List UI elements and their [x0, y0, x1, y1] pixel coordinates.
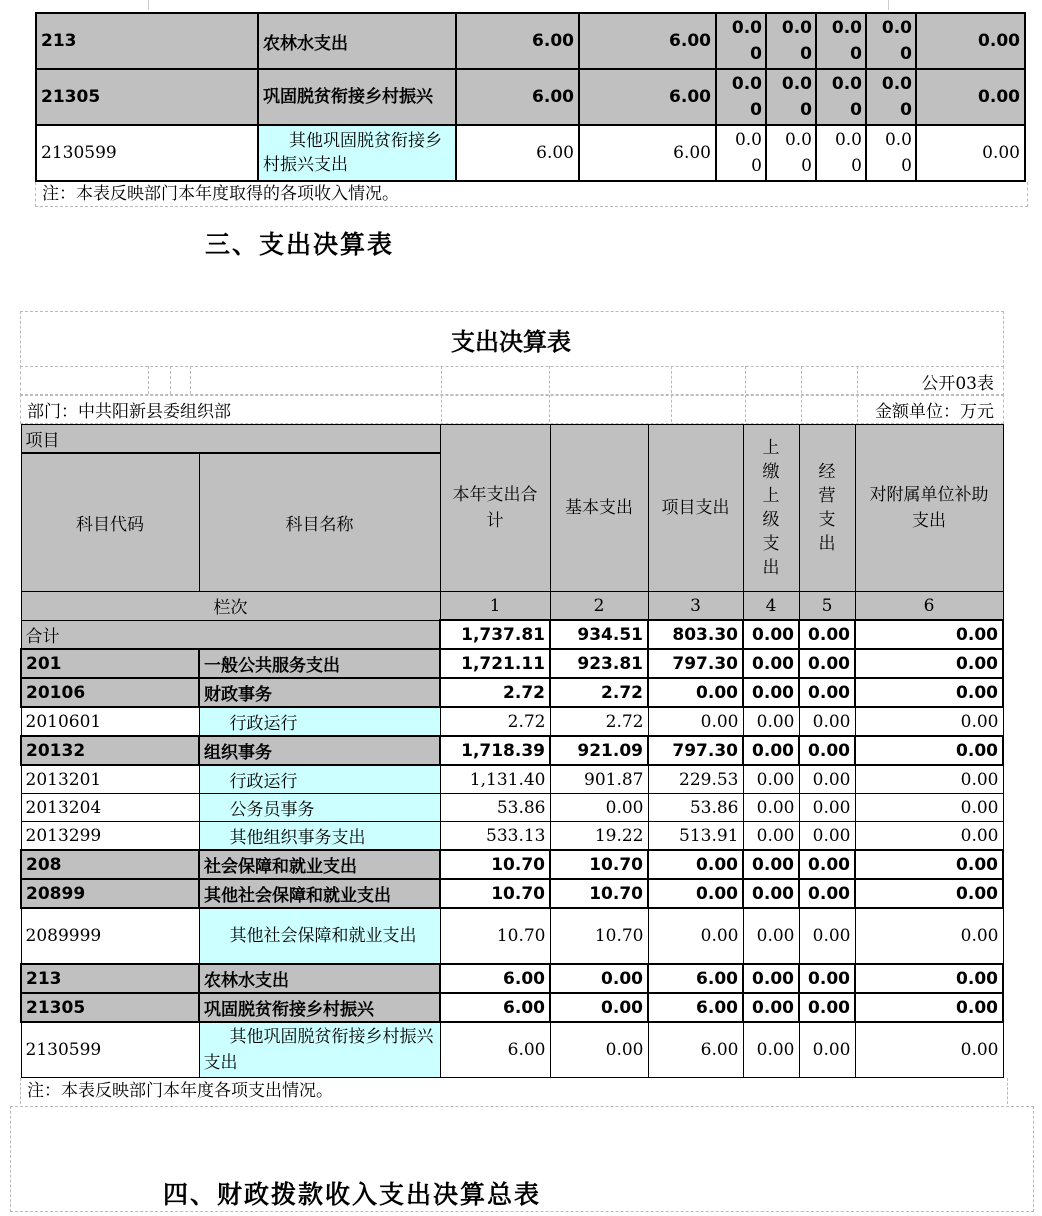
value-cell: 0.00	[855, 964, 1003, 993]
value-cell: 0.00	[648, 879, 743, 908]
value-cell: 0.00	[550, 993, 648, 1022]
value-cell: 0.00	[743, 736, 799, 765]
value-cell: 0.0 0	[816, 13, 866, 69]
table-row	[36, 125, 1025, 181]
total-label: 合计	[21, 620, 440, 649]
value-cell: 2.72	[550, 678, 648, 707]
name-cell: 组织事务	[199, 736, 440, 765]
grid-line	[549, 366, 551, 422]
value-cell: 6.00	[579, 69, 716, 125]
value-cell: 0.00	[648, 850, 743, 879]
name-cell: 行政运行	[199, 765, 440, 794]
value-cell: 6.00	[648, 993, 743, 1022]
value-cell: 0.00	[855, 765, 1003, 794]
value-cell: 0.00	[855, 993, 1003, 1022]
header-business: 经营支出	[799, 425, 855, 592]
table-row	[21, 1022, 1003, 1078]
header-basic: 基本支出	[550, 425, 648, 592]
value-cell: 921.09	[550, 736, 648, 765]
section-title: 三、支出决算表	[205, 230, 395, 259]
code-cell: 208	[21, 850, 199, 879]
grid-line	[888, 0, 889, 10]
name-cell: 其他组织事务支出	[199, 822, 440, 851]
table-row	[36, 13, 1025, 69]
name-cell: 财政事务	[199, 678, 440, 707]
grid-line	[148, 0, 149, 10]
column-no: 4	[743, 592, 799, 621]
header-total: 本年支出合计	[440, 425, 550, 592]
value-cell: 0.0 0	[766, 69, 816, 125]
value-cell: 0.0 0	[716, 125, 766, 181]
value-cell: 0.00	[916, 13, 1025, 69]
table-row	[21, 765, 1003, 794]
table-row	[21, 736, 1003, 765]
table-row	[21, 879, 1003, 908]
value-cell: 0.00	[855, 620, 1003, 649]
header-code: 科目代码	[21, 453, 199, 592]
name-cell: 其他巩固脱贫衔接乡村振兴支出	[258, 125, 456, 181]
value-cell: 0.00	[855, 736, 1003, 765]
table-title: 支出决算表	[451, 328, 571, 356]
value-cell: 0.00	[855, 678, 1003, 707]
code-cell: 2010601	[21, 707, 199, 736]
name-cell: 其他社会保障和就业支出	[199, 879, 440, 908]
column-number-row	[21, 592, 1003, 621]
value-cell: 0.00	[743, 993, 799, 1022]
value-cell: 0.00	[799, 964, 855, 993]
code-cell: 2130599	[36, 125, 258, 181]
value-cell: 0.00	[743, 620, 799, 649]
value-cell: 0.00	[799, 993, 855, 1022]
code-cell: 20132	[21, 736, 199, 765]
value-cell: 10.70	[550, 850, 648, 879]
value-cell: 0.00	[743, 908, 799, 964]
table-note: 注：本表反映部门本年度取得的各项收入情况。	[35, 182, 1028, 207]
value-cell: 0.00	[855, 649, 1003, 678]
value-cell: 0.00	[743, 850, 799, 879]
value-cell: 0.00	[855, 1022, 1003, 1078]
value-cell: 0.00	[743, 649, 799, 678]
value-cell: 0.0 0	[866, 125, 916, 181]
code-cell: 2013204	[21, 794, 199, 822]
department-label: 部门：中共阳新县委组织部	[27, 402, 231, 422]
value-cell: 6.00	[579, 125, 716, 181]
value-cell: 10.70	[440, 908, 550, 964]
value-cell: 0.0 0	[716, 69, 766, 125]
value-cell: 2.72	[440, 678, 550, 707]
value-cell: 6.00	[456, 125, 579, 181]
column-no: 5	[799, 592, 855, 621]
value-cell: 0.00	[648, 908, 743, 964]
value-cell: 6.00	[456, 13, 579, 69]
value-cell: 0.0 0	[766, 125, 816, 181]
column-no: 2	[550, 592, 648, 621]
name-cell: 巩固脱贫衔接乡村振兴	[258, 69, 456, 125]
value-cell: 10.70	[550, 908, 648, 964]
column-no-label: 栏次	[21, 592, 440, 621]
value-cell: 0.00	[799, 736, 855, 765]
value-cell: 797.30	[648, 649, 743, 678]
value-cell: 0.00	[799, 620, 855, 649]
value-cell: 901.87	[550, 765, 648, 794]
table-note: 注：本表反映部门本年度各项支出情况。	[20, 1078, 1008, 1104]
table-row	[36, 69, 1025, 125]
value-cell: 0.00	[799, 879, 855, 908]
table-row	[21, 908, 1003, 964]
grid-line	[148, 366, 150, 394]
code-cell: 2013299	[21, 822, 199, 851]
value-cell: 0.00	[743, 1022, 799, 1078]
value-cell: 0.00	[550, 1022, 648, 1078]
header-item: 项目	[21, 425, 440, 454]
value-cell: 6.00	[648, 1022, 743, 1078]
table-row	[21, 993, 1003, 1022]
income-table-tail	[35, 12, 1026, 182]
value-cell: 0.0 0	[816, 125, 866, 181]
value-cell: 1,131.40	[440, 765, 550, 794]
value-cell: 0.00	[648, 707, 743, 736]
value-cell: 10.70	[550, 879, 648, 908]
value-cell: 53.86	[440, 794, 550, 822]
grid-line	[801, 366, 803, 422]
value-cell: 0.00	[799, 850, 855, 879]
value-cell: 0.0 0	[866, 13, 916, 69]
value-cell: 0.00	[743, 964, 799, 993]
value-cell: 0.00	[799, 765, 855, 794]
code-cell: 21305	[36, 69, 258, 125]
code-cell: 213	[21, 964, 199, 993]
name-cell: 其他社会保障和就业支出	[199, 908, 440, 964]
section-title: 四、财政拨款收入支出决算总表	[163, 1180, 542, 1209]
value-cell: 0.00	[799, 794, 855, 822]
header-project: 项目支出	[648, 425, 743, 592]
value-cell: 2.72	[550, 707, 648, 736]
grid-line	[190, 366, 192, 394]
value-cell: 0.00	[799, 678, 855, 707]
name-cell: 公务员事务	[199, 794, 440, 822]
name-cell: 农林水支出	[258, 13, 456, 69]
value-cell: 0.00	[855, 794, 1003, 822]
header-name: 科目名称	[199, 453, 440, 592]
table-row	[21, 850, 1003, 879]
header-subsidy: 对附属单位补助支出	[855, 425, 1003, 592]
value-cell: 0.00	[799, 649, 855, 678]
value-cell: 0.00	[855, 908, 1003, 964]
value-cell: 0.00	[855, 822, 1003, 851]
value-cell: 0.00	[743, 678, 799, 707]
value-cell: 10.70	[440, 879, 550, 908]
value-cell: 1,737.81	[440, 620, 550, 649]
value-cell: 0.00	[916, 125, 1025, 181]
code-cell: 21305	[21, 993, 199, 1022]
code-cell: 201	[21, 649, 199, 678]
code-cell: 2130599	[21, 1022, 199, 1078]
table-row	[21, 964, 1003, 993]
value-cell: 0.00	[743, 765, 799, 794]
value-cell: 2.72	[440, 707, 550, 736]
name-cell: 一般公共服务支出	[199, 649, 440, 678]
value-cell: 0.00	[743, 879, 799, 908]
table-row	[21, 649, 1003, 678]
table-row	[21, 707, 1003, 736]
value-cell: 0.00	[916, 69, 1025, 125]
name-cell: 社会保障和就业支出	[199, 850, 440, 879]
value-cell: 0.00	[743, 707, 799, 736]
code-cell: 2089999	[21, 908, 199, 964]
value-cell: 0.0 0	[816, 69, 866, 125]
name-cell: 农林水支出	[199, 964, 440, 993]
value-cell: 6.00	[648, 964, 743, 993]
expense-table	[20, 424, 1004, 1078]
value-cell: 923.81	[550, 649, 648, 678]
code-cell: 2013201	[21, 765, 199, 794]
value-cell: 19.22	[550, 822, 648, 851]
grid-line	[745, 366, 747, 422]
code-cell: 20106	[21, 678, 199, 707]
value-cell: 0.00	[855, 850, 1003, 879]
value-cell: 0.0 0	[866, 69, 916, 125]
value-cell: 934.51	[550, 620, 648, 649]
value-cell: 0.00	[550, 964, 648, 993]
header-upper: 上缴上级支出	[743, 425, 799, 592]
column-no: 3	[648, 592, 743, 621]
value-cell: 1,718.39	[440, 736, 550, 765]
table-row	[21, 794, 1003, 822]
value-cell: 0.00	[743, 822, 799, 851]
value-cell: 6.00	[456, 69, 579, 125]
value-cell: 513.91	[648, 822, 743, 851]
total-row	[21, 620, 1003, 649]
unit-label: 金额单位：万元	[875, 402, 994, 422]
table-row	[21, 678, 1003, 707]
name-cell: 行政运行	[199, 707, 440, 736]
value-cell: 0.00	[855, 707, 1003, 736]
value-cell: 6.00	[579, 13, 716, 69]
value-cell: 797.30	[648, 736, 743, 765]
value-cell: 1,721.11	[440, 649, 550, 678]
grid-line	[170, 366, 172, 394]
name-cell: 其他巩固脱贫衔接乡村振兴支出	[199, 1022, 440, 1078]
value-cell: 0.0 0	[766, 13, 816, 69]
value-cell: 0.00	[799, 707, 855, 736]
value-cell: 0.00	[743, 794, 799, 822]
name-cell: 巩固脱贫衔接乡村振兴	[199, 993, 440, 1022]
value-cell: 0.00	[648, 678, 743, 707]
value-cell: 533.13	[440, 822, 550, 851]
value-cell: 0.00	[855, 879, 1003, 908]
grid-line	[671, 366, 673, 422]
value-cell: 0.00	[799, 1022, 855, 1078]
value-cell: 0.00	[799, 822, 855, 851]
code-cell: 213	[36, 13, 258, 69]
value-cell: 6.00	[440, 1022, 550, 1078]
value-cell: 229.53	[648, 765, 743, 794]
grid-line	[857, 366, 859, 422]
value-cell: 53.86	[648, 794, 743, 822]
value-cell: 0.00	[550, 794, 648, 822]
column-no: 1	[440, 592, 550, 621]
value-cell: 10.70	[440, 850, 550, 879]
grid-line	[441, 366, 443, 422]
column-no: 6	[855, 592, 1003, 621]
value-cell: 803.30	[648, 620, 743, 649]
value-cell: 0.0 0	[716, 13, 766, 69]
code-cell: 20899	[21, 879, 199, 908]
table-row	[21, 822, 1003, 851]
value-cell: 6.00	[440, 993, 550, 1022]
value-cell: 0.00	[799, 908, 855, 964]
table-number: 公开03表	[921, 374, 994, 394]
value-cell: 6.00	[440, 964, 550, 993]
